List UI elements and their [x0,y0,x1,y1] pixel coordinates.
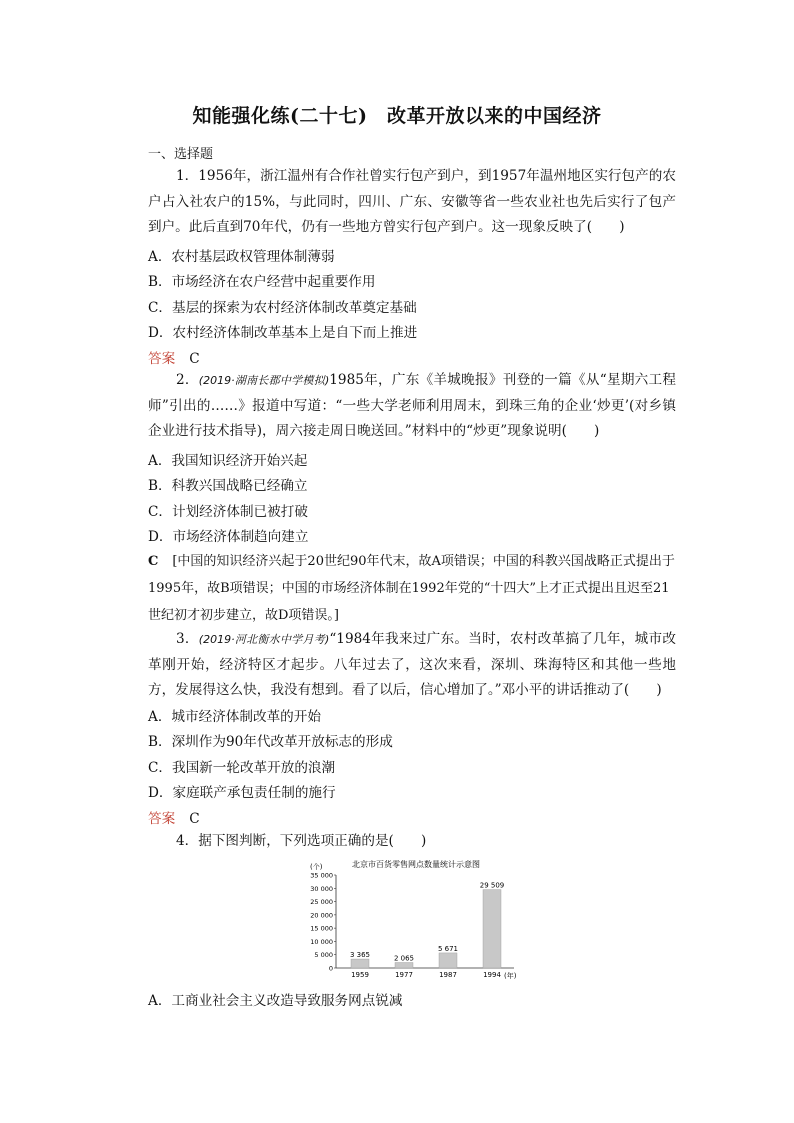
x-tick-label: 1959 [351,971,369,979]
question-1-text: 1．1956年，浙江温州有合作社曾实行包产到户，到1957年温州地区实行包产的农户占入社农户的15%，与此同时，四川、广东、安徽等省一些农业社也先后实行了包产到户。此后直到70年代，仍有一些地方曾实行包产到户。这一现象反映了( ) [148,168,676,236]
y-tick-label: 30 000 [310,884,333,893]
q3-option-a[interactable]: A．城市经济体制改革的开始 [148,709,321,725]
question-body: 1985年，广东《羊城晚报》刊登的一篇《从“星期六工程师”引出的……》报道中写道：“一些大学老师利用周末，到珠三角的企业‘炒更’(对乡镇企业进行技术指导)，周六接走周日晚送回。”材料中的“炒更”现象说明( ) [148,372,677,440]
section-heading: 一、选择题 [148,147,214,162]
y-tick-label: 35 000 [310,871,333,880]
chart-title: 北京市百货零售网点数量统计示意图 [352,860,480,869]
q4-option-a[interactable]: A．工商业社会主义改造导致服务网点锐减 [148,993,403,1009]
x-tick-label: 1987 [439,971,457,979]
question-source: (2019·河北衡水中学月考) [198,633,330,646]
q2-option-d[interactable]: D．市场经济体制趋向建立 [148,529,309,545]
bar [483,890,501,968]
q1-option-b[interactable]: B．市场经济在农户经营中起重要作用 [148,274,376,290]
bar-value-label: 2 065 [393,954,415,963]
q2-option-c[interactable]: C．计划经济体制已被打破 [148,504,308,520]
bar [439,953,457,968]
q1-option-d[interactable]: D．农村经济体制改革基本上是自下而上推进 [148,325,418,341]
q3-answer [148,807,200,827]
bar-chart [292,855,532,985]
y-tick-label: 0 [328,964,333,973]
x-tick-label: 1977 [395,971,413,979]
bar-value-label: 3 365 [349,951,371,960]
y-tick-label: 20 000 [310,911,333,920]
q1-answer [148,347,200,367]
question-body: “1984年我来过广东。当时，农村改革搞了几年，城市改革刚开始，经济特区才起步。八年过去了，这次来看，深圳、珠海特区和其他一些地方，发展得这么快，我没有想到。看了以后，信心增加了。”邓小平的讲话推动了( ) [148,631,676,699]
q1-option-c[interactable]: C．基层的探索为农村经济体制改革奠定基础 [148,300,417,316]
q2-explanation [148,548,676,629]
explanation-answer: C [148,554,159,569]
question-number: 2． [176,372,199,388]
page-title: 知能强化练(二十七) 改革开放以来的中国经济 [192,105,602,127]
q2-option-b[interactable]: B．科教兴国战略已经确立 [148,478,308,494]
bar [395,963,413,968]
question-source: (2019·湖南长郡中学模拟) [198,374,330,387]
bar-value-label: 29 509 [479,881,505,890]
explanation-text: [中国的知识经济兴起于20世纪90年代末，故A项错误；中国的科教兴国战略正式提出于1995年，故B项错误；中国的市场经济体制在1992年党的“十四大”上才正式提出且迟至21世纪初才初步建立，故D项错误。] [148,554,675,623]
q3-option-d[interactable]: D．家庭联产承包责任制的施行 [148,785,336,801]
x-tick-label: 1994 [483,971,501,979]
q1-option-a[interactable]: A．农村基层政权管理体制薄弱 [148,249,335,265]
bar [351,959,369,968]
bar-value-label: 5 671 [437,944,459,953]
question-2-text [148,368,676,445]
x-axis-unit: (年) [504,972,517,980]
y-axis-unit: (个) [310,863,323,871]
y-tick-label: 15 000 [310,924,333,933]
q3-option-c[interactable]: C．我国新一轮改革开放的浪潮 [148,760,336,776]
y-tick-label: 5 000 [314,951,333,960]
question-number: 3． [176,631,199,647]
answer-label: 答案 [148,811,176,827]
answer-label: 答案 [148,351,176,367]
answer-value: C [189,351,200,367]
q2-option-a[interactable]: A．我国知识经济开始兴起 [148,453,308,469]
answer-value: C [189,811,200,827]
question-3-text [148,627,676,704]
question-4-text: 4．据下图判断，下列选项正确的是( ) [176,833,427,849]
y-tick-label: 10 000 [310,937,333,946]
q3-option-b[interactable]: B．深圳作为90年代改革开放标志的形成 [148,734,393,750]
y-tick-label: 25 000 [310,898,333,907]
